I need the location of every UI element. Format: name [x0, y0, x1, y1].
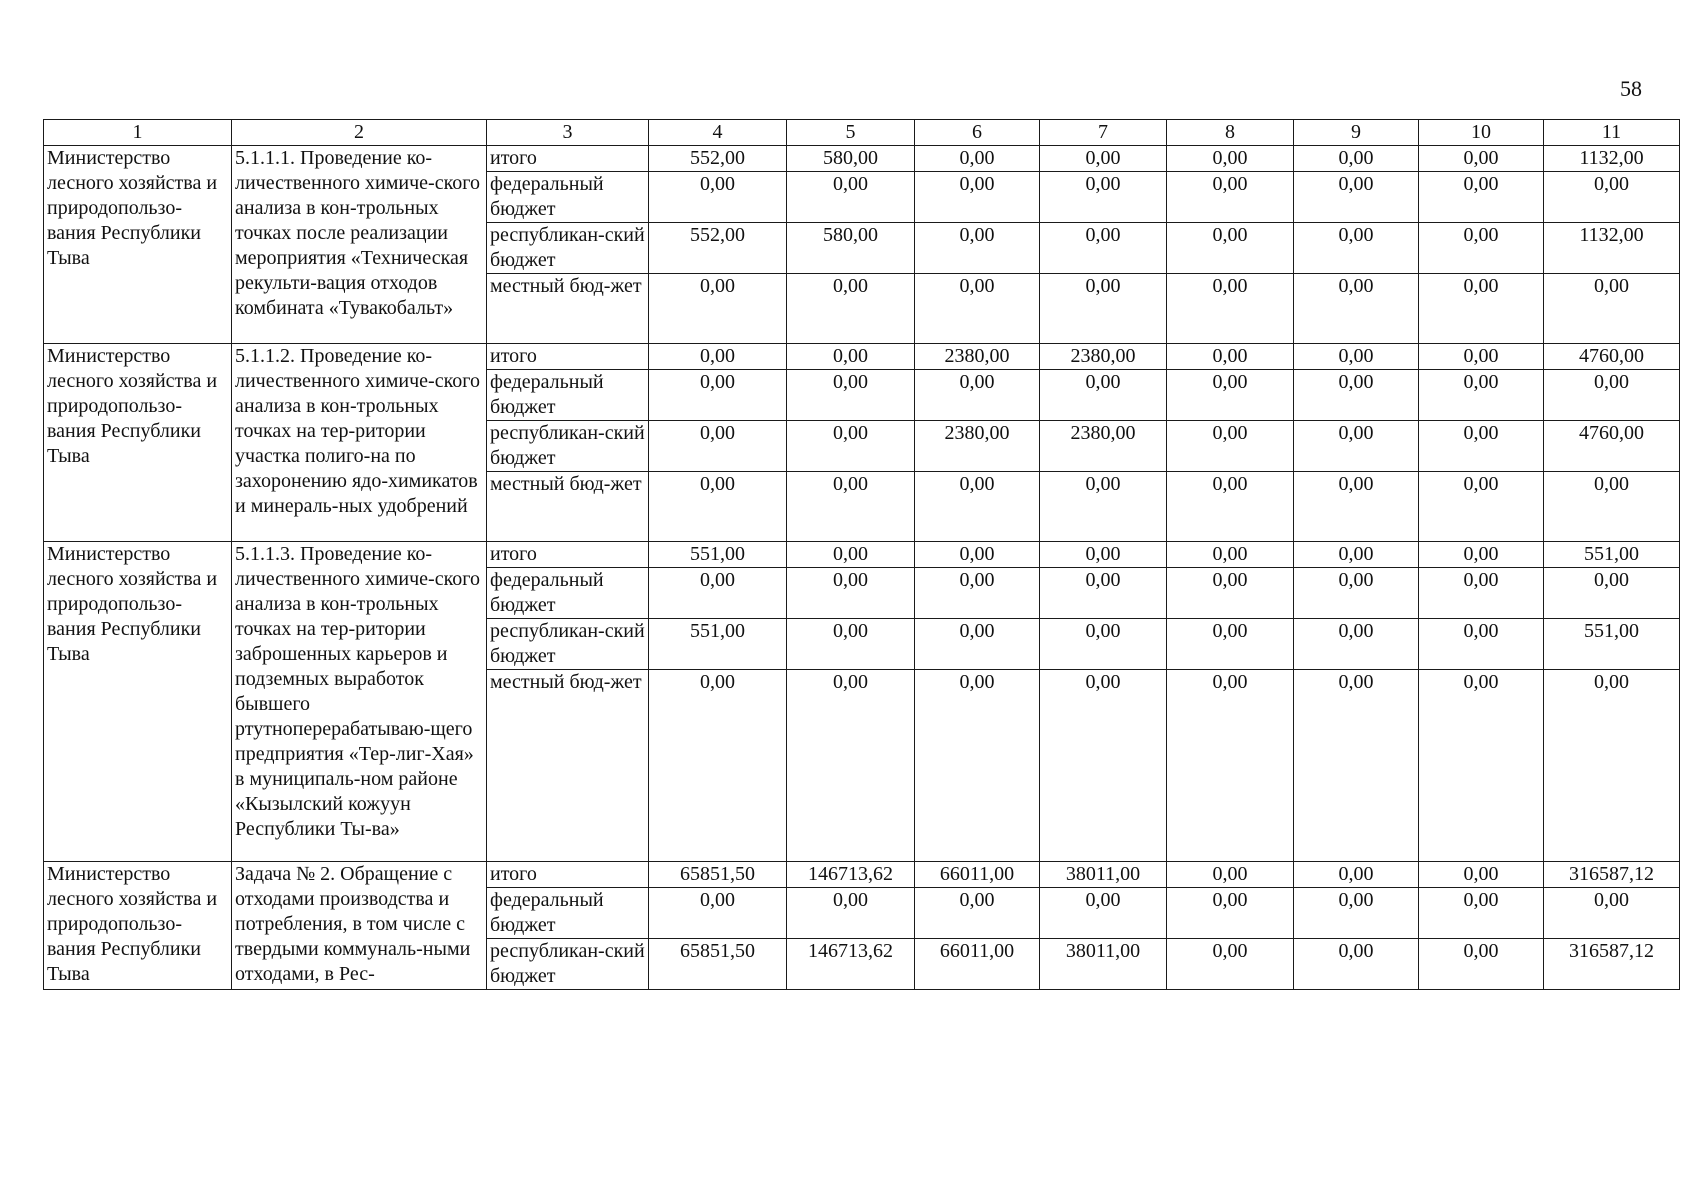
- amount-cell: 0,00: [1419, 172, 1544, 223]
- amount-cell: 316587,12: [1544, 862, 1680, 888]
- amount-cell: 0,00: [915, 670, 1040, 862]
- responsible-org-cell: Министерство лесного хозяйства и природопользо-вания Республики Тыва: [44, 542, 232, 862]
- column-header: 4: [649, 120, 787, 146]
- amount-cell: 0,00: [1419, 146, 1544, 172]
- amount-cell: 0,00: [787, 172, 915, 223]
- amount-cell: 0,00: [1167, 542, 1294, 568]
- funding-source-cell: местный бюд-жет: [487, 472, 649, 542]
- column-header: 7: [1040, 120, 1167, 146]
- amount-cell: 0,00: [1294, 344, 1419, 370]
- amount-cell: 1132,00: [1544, 146, 1680, 172]
- amount-cell: 0,00: [915, 223, 1040, 274]
- amount-cell: 0,00: [649, 274, 787, 344]
- amount-cell: 0,00: [1040, 146, 1167, 172]
- amount-cell: 551,00: [649, 619, 787, 670]
- amount-cell: 0,00: [1040, 274, 1167, 344]
- amount-cell: 0,00: [1167, 421, 1294, 472]
- amount-cell: 0,00: [649, 670, 787, 862]
- budget-table: [43, 119, 1680, 990]
- amount-cell: 2380,00: [915, 421, 1040, 472]
- amount-cell: 0,00: [649, 472, 787, 542]
- amount-cell: 0,00: [915, 542, 1040, 568]
- column-header: 6: [915, 120, 1040, 146]
- amount-cell: 0,00: [1419, 421, 1544, 472]
- column-header: 2: [232, 120, 487, 146]
- funding-source-cell: итого: [487, 862, 649, 888]
- responsible-org-cell: Министерство лесного хозяйства и природопользо-вания Республики Тыва: [44, 862, 232, 990]
- amount-cell: 65851,50: [649, 862, 787, 888]
- amount-cell: 0,00: [1167, 619, 1294, 670]
- amount-cell: 0,00: [1167, 670, 1294, 862]
- table-row: [44, 344, 1680, 370]
- amount-cell: 0,00: [915, 568, 1040, 619]
- funding-source-cell: федеральный бюджет: [487, 370, 649, 421]
- table-body: [44, 146, 1680, 990]
- amount-cell: 0,00: [1167, 172, 1294, 223]
- amount-cell: 0,00: [1544, 370, 1680, 421]
- amount-cell: 0,00: [1544, 172, 1680, 223]
- funding-source-cell: итого: [487, 542, 649, 568]
- amount-cell: 0,00: [1419, 542, 1544, 568]
- amount-cell: 0,00: [787, 344, 915, 370]
- amount-cell: 0,00: [787, 370, 915, 421]
- amount-cell: 0,00: [1419, 888, 1544, 939]
- amount-cell: 552,00: [649, 146, 787, 172]
- amount-cell: 1132,00: [1544, 223, 1680, 274]
- responsible-org-cell: Министерство лесного хозяйства и природопользо-вания Республики Тыва: [44, 146, 232, 344]
- amount-cell: 66011,00: [915, 939, 1040, 990]
- activity-cell: 5.1.1.2. Проведение ко-личественного химиче-ского анализа в кон-трольных точках на тер-ритории участка полиго-на по захоронению ядо-химикатов и минераль-ных удобрений: [232, 344, 487, 542]
- amount-cell: 0,00: [1419, 223, 1544, 274]
- amount-cell: 2380,00: [1040, 421, 1167, 472]
- column-header: 10: [1419, 120, 1544, 146]
- amount-cell: 0,00: [1040, 472, 1167, 542]
- amount-cell: 0,00: [1544, 472, 1680, 542]
- amount-cell: 0,00: [1294, 223, 1419, 274]
- amount-cell: 0,00: [915, 888, 1040, 939]
- amount-cell: 0,00: [915, 619, 1040, 670]
- amount-cell: 0,00: [1167, 568, 1294, 619]
- amount-cell: 0,00: [915, 274, 1040, 344]
- amount-cell: 0,00: [1167, 223, 1294, 274]
- amount-cell: 0,00: [915, 172, 1040, 223]
- column-header: 8: [1167, 120, 1294, 146]
- funding-source-cell: республикан-ский бюджет: [487, 421, 649, 472]
- amount-cell: 551,00: [1544, 542, 1680, 568]
- amount-cell: 0,00: [649, 888, 787, 939]
- amount-cell: 0,00: [1294, 370, 1419, 421]
- amount-cell: 0,00: [1544, 670, 1680, 862]
- amount-cell: 0,00: [787, 568, 915, 619]
- amount-cell: 0,00: [1040, 223, 1167, 274]
- amount-cell: 0,00: [915, 370, 1040, 421]
- amount-cell: 65851,50: [649, 939, 787, 990]
- amount-cell: 38011,00: [1040, 939, 1167, 990]
- amount-cell: 0,00: [787, 421, 915, 472]
- amount-cell: 2380,00: [915, 344, 1040, 370]
- amount-cell: 0,00: [1419, 472, 1544, 542]
- amount-cell: 4760,00: [1544, 421, 1680, 472]
- funding-source-cell: республикан-ский бюджет: [487, 619, 649, 670]
- amount-cell: 0,00: [1544, 568, 1680, 619]
- amount-cell: 0,00: [649, 568, 787, 619]
- amount-cell: 0,00: [649, 344, 787, 370]
- amount-cell: 0,00: [1040, 542, 1167, 568]
- amount-cell: 0,00: [1419, 670, 1544, 862]
- funding-source-cell: местный бюд-жет: [487, 274, 649, 344]
- amount-cell: 0,00: [915, 146, 1040, 172]
- amount-cell: 0,00: [787, 619, 915, 670]
- amount-cell: 0,00: [1419, 274, 1544, 344]
- amount-cell: 0,00: [1294, 472, 1419, 542]
- funding-source-cell: республикан-ский бюджет: [487, 223, 649, 274]
- funding-source-cell: федеральный бюджет: [487, 888, 649, 939]
- activity-cell: Задача № 2. Обращение с отходами производства и потребления, в том числе с твердыми коммуналь-ными отходами, в Рес-: [232, 862, 487, 990]
- amount-cell: 580,00: [787, 223, 915, 274]
- amount-cell: 0,00: [1419, 568, 1544, 619]
- amount-cell: 0,00: [1294, 862, 1419, 888]
- activity-cell: 5.1.1.3. Проведение ко-личественного химиче-ского анализа в кон-трольных точках на тер-ритории заброшенных карьеров и подземных выработок бывшего ртутноперерабатываю-щего предприятия «Тер-лиг-Хая» в муниципаль-ном районе «Кызылский кожуун Республики Ты-ва»: [232, 542, 487, 862]
- amount-cell: 0,00: [1294, 939, 1419, 990]
- amount-cell: 0,00: [1294, 619, 1419, 670]
- table-row: [44, 542, 1680, 568]
- amount-cell: 0,00: [1419, 370, 1544, 421]
- column-header: 9: [1294, 120, 1419, 146]
- amount-cell: 0,00: [1040, 568, 1167, 619]
- amount-cell: 0,00: [1294, 274, 1419, 344]
- amount-cell: 0,00: [1040, 619, 1167, 670]
- amount-cell: 4760,00: [1544, 344, 1680, 370]
- amount-cell: 38011,00: [1040, 862, 1167, 888]
- amount-cell: 0,00: [1294, 670, 1419, 862]
- amount-cell: 0,00: [1167, 344, 1294, 370]
- column-header: 3: [487, 120, 649, 146]
- amount-cell: 0,00: [915, 472, 1040, 542]
- amount-cell: 0,00: [1167, 862, 1294, 888]
- amount-cell: 0,00: [1419, 939, 1544, 990]
- amount-cell: 0,00: [1167, 274, 1294, 344]
- amount-cell: 551,00: [649, 542, 787, 568]
- column-header: 1: [44, 120, 232, 146]
- amount-cell: 0,00: [787, 542, 915, 568]
- activity-cell: 5.1.1.1. Проведение ко-личественного химиче-ского анализа в кон-трольных точках после реализации мероприятия «Техническая рекульти-вация отходов комбината «Тувакобальт»: [232, 146, 487, 344]
- amount-cell: 0,00: [1294, 542, 1419, 568]
- amount-cell: 0,00: [1167, 370, 1294, 421]
- column-header: 11: [1544, 120, 1680, 146]
- amount-cell: 0,00: [1294, 421, 1419, 472]
- table-header: [44, 120, 1680, 146]
- amount-cell: 0,00: [1544, 888, 1680, 939]
- amount-cell: 0,00: [1294, 146, 1419, 172]
- amount-cell: 0,00: [1294, 888, 1419, 939]
- funding-source-cell: местный бюд-жет: [487, 670, 649, 862]
- amount-cell: 0,00: [1167, 939, 1294, 990]
- funding-source-cell: итого: [487, 344, 649, 370]
- amount-cell: 0,00: [649, 172, 787, 223]
- amount-cell: 0,00: [787, 274, 915, 344]
- amount-cell: 0,00: [787, 472, 915, 542]
- responsible-org-cell: Министерство лесного хозяйства и природопользо-вания Республики Тыва: [44, 344, 232, 542]
- amount-cell: 0,00: [1294, 172, 1419, 223]
- amount-cell: 0,00: [1419, 344, 1544, 370]
- amount-cell: 146713,62: [787, 862, 915, 888]
- funding-source-cell: итого: [487, 146, 649, 172]
- amount-cell: 0,00: [1040, 370, 1167, 421]
- table-row: [44, 146, 1680, 172]
- amount-cell: 551,00: [1544, 619, 1680, 670]
- amount-cell: 0,00: [1167, 146, 1294, 172]
- amount-cell: 0,00: [1040, 670, 1167, 862]
- funding-source-cell: федеральный бюджет: [487, 172, 649, 223]
- amount-cell: 0,00: [1167, 888, 1294, 939]
- amount-cell: 0,00: [649, 370, 787, 421]
- funding-source-cell: республикан-ский бюджет: [487, 939, 649, 990]
- amount-cell: 66011,00: [915, 862, 1040, 888]
- amount-cell: 0,00: [1419, 619, 1544, 670]
- column-header: 5: [787, 120, 915, 146]
- amount-cell: 0,00: [1294, 568, 1419, 619]
- amount-cell: 0,00: [1167, 472, 1294, 542]
- funding-source-cell: федеральный бюджет: [487, 568, 649, 619]
- amount-cell: 2380,00: [1040, 344, 1167, 370]
- amount-cell: 0,00: [1419, 862, 1544, 888]
- amount-cell: 0,00: [649, 421, 787, 472]
- amount-cell: 580,00: [787, 146, 915, 172]
- header-row: [44, 120, 1680, 146]
- amount-cell: 316587,12: [1544, 939, 1680, 990]
- table-row: [44, 862, 1680, 888]
- amount-cell: 0,00: [1040, 888, 1167, 939]
- page-number: 58: [1620, 76, 1642, 101]
- amount-cell: 0,00: [1544, 274, 1680, 344]
- amount-cell: 146713,62: [787, 939, 915, 990]
- amount-cell: 0,00: [1040, 172, 1167, 223]
- amount-cell: 0,00: [787, 670, 915, 862]
- amount-cell: 0,00: [787, 888, 915, 939]
- amount-cell: 552,00: [649, 223, 787, 274]
